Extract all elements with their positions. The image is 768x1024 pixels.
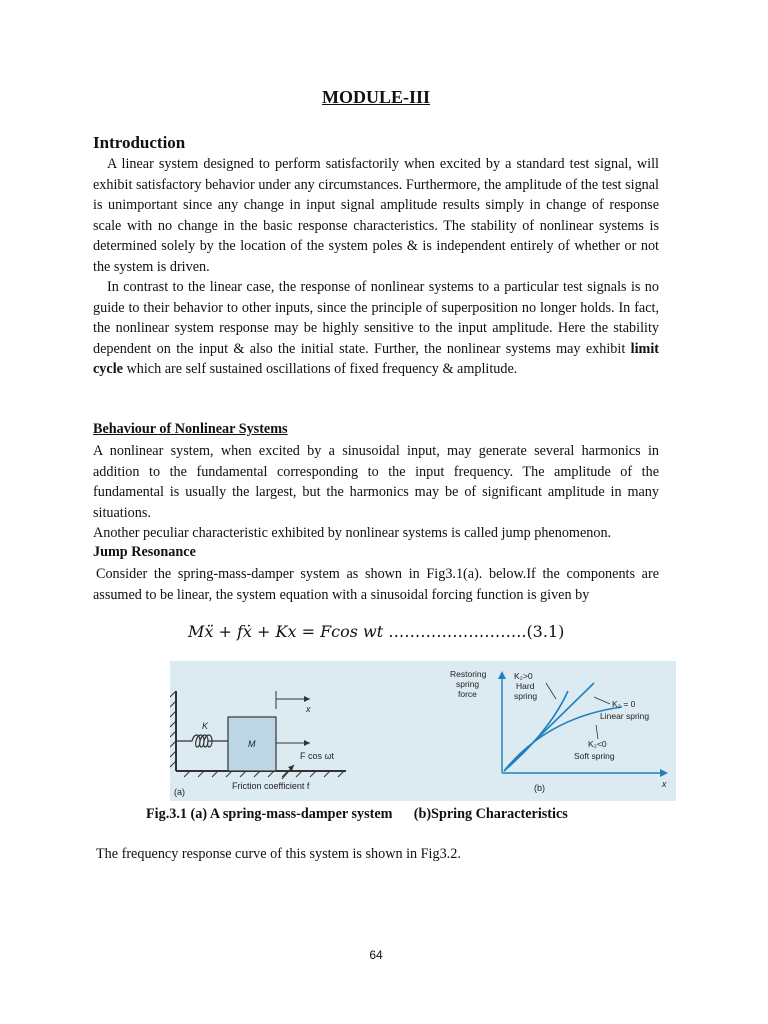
introduction-paragraph-2 [93, 277, 659, 380]
introduction-heading: Introduction [93, 133, 186, 152]
behaviour-body [93, 441, 659, 544]
page-number: 64 [369, 948, 383, 962]
jump-resonance-paragraph: Consider the spring-mass-damper system as shown in Fig3.1(a). below.If the components are assumed to be linear, the system equation with a sinusoidal forcing function is given by [93, 566, 659, 603]
introduction-paragraph-2-text-a: In contrast to the linear case, the response of nonlinear systems to a particular test signals is no guide to their behavior to other inputs, since the principle of superposition no longer holds. In fact, the nonlinear system response may be highly sensitive to the input amplitude. Here the stability dependent on the input & also the initial state. Further, the nonlinear systems may exhibit [93, 279, 659, 357]
module-title: MODULE-III [321, 87, 430, 107]
x-label: x [662, 779, 667, 789]
spring-label: K [202, 721, 209, 731]
hard-label-line-1: K₂>0 [514, 671, 533, 681]
hard-label-line-2: Hard [516, 681, 535, 691]
mass-label: M [248, 739, 256, 749]
jump-resonance-heading: Jump Resonance [93, 544, 196, 560]
displacement-label: x [306, 704, 311, 714]
figure-caption: Fig.3.1 (a) A spring-mass-damper system (b)Spring Characteristics [146, 806, 568, 822]
behaviour-paragraph-1: A nonlinear system, when excited by a sinusoidal input, may generate several harmonics in addition to the fundamental corresponding to the input frequency. The amplitude of the fundamental is usually the largest, but the harmonics may be of significant amplitude in many situations. [93, 443, 659, 521]
introduction-paragraph-1: A linear system designed to perform satisfactorily when excited by a standard test signal, will exhibit satisfactory behavior under any circumstances. Furthermore, the amplitude of the test signal is unimportant since any change in input signal amplitude results simply in change of response scale with no change in the basic response characteristics. The stability of nonlinear systems is determined solely by the location of the system poles & is independent entirely of whether or not the system is driven. [93, 156, 659, 275]
linear-label-line-2: Linear spring [600, 711, 650, 721]
friction-label: Friction coefficient f [232, 781, 310, 791]
soft-label-line-2: Soft spring [574, 751, 615, 761]
introduction-paragraph-2-text-b: which are self sustained oscillations of fixed frequency & amplitude. [122, 361, 518, 377]
introduction-body [93, 154, 659, 380]
panel-b-tag: (b) [534, 783, 545, 793]
equation-3-1 [188, 622, 564, 641]
linear-label-line-1: K₂ = 0 [612, 699, 636, 709]
behaviour-paragraph-2: Another peculiar characteristic exhibited by nonlinear systems is called jump phenomenon. [93, 525, 612, 541]
limit-cycle-term: limit cycle [93, 340, 659, 377]
force-label: F cos ωt [300, 751, 335, 761]
y-label-line-3: force [458, 689, 477, 699]
soft-label-line-1: K₂<0 [588, 739, 607, 749]
equation-text: Mẍ + fẋ + Kx = Fcos wt …………………….. [188, 622, 527, 641]
jump-resonance-body [93, 564, 659, 605]
behaviour-heading: Behaviour of Nonlinear Systems [93, 421, 288, 437]
hard-label-line-3: spring [514, 691, 538, 701]
closing-paragraph: The frequency response curve of this system is shown in Fig3.2. [96, 846, 461, 862]
panel-a-tag: (a) [174, 787, 185, 797]
y-label-line-1: Restoring [450, 669, 487, 679]
equation-number: (3.1) [526, 622, 565, 641]
figure-3-1 [170, 661, 676, 801]
y-label-line-2: spring [456, 679, 480, 689]
